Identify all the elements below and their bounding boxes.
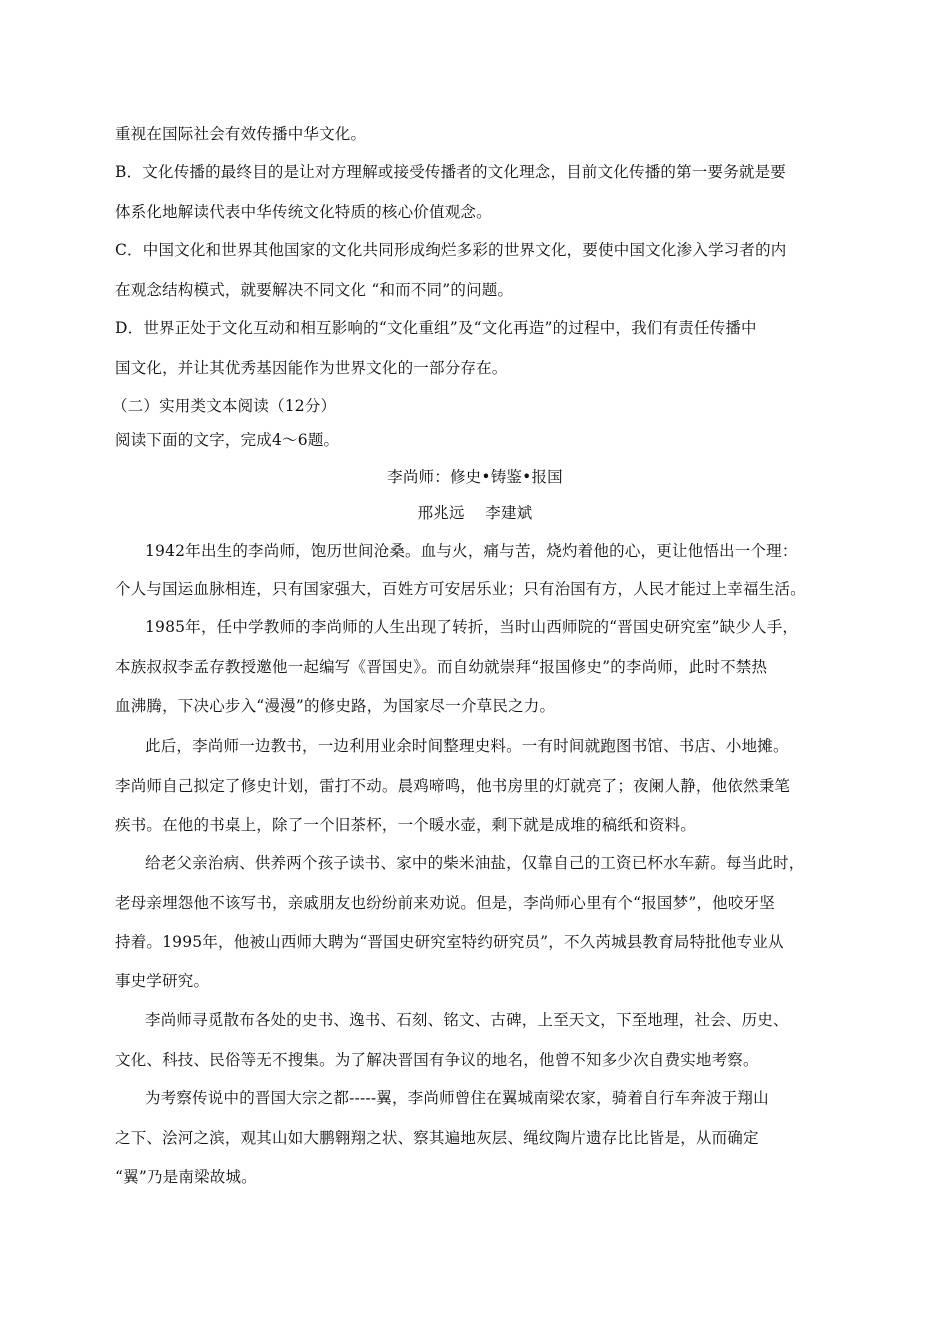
paragraph-line: 给老父亲治病、供养两个孩子读书、家中的柴米油盐，仅靠自己的工资已杯水车薪。每当此时， — [145, 854, 805, 872]
option-d-line-2: 国文化，并让其优秀基因能作为世界文化的一部分存在。 — [115, 359, 508, 377]
option-a-continuation: 重视在国际社会有效传播中华文化。 — [115, 125, 367, 143]
paragraph-line: 文化、科技、民俗等无不搜集。为了解决晋国有争议的地名，他曾不知多少次自费实地考察。 — [115, 1051, 759, 1069]
paragraph-line: 老母亲埋怨他不该写书，亲戚朋友也纷纷前来劝说。但是，李尚师心里有个“报国梦”，他咬牙坚 — [115, 894, 775, 912]
paragraph-line: 为考察传说中的晋国大宗之都-----翼，李尚师曾住在翼城南梁农家，骑着自行车奔波于翔山 — [145, 1089, 769, 1107]
paragraph-line: 之下、浍河之滨，观其山如大鹏翱翔之状、察其遍地灰层、绳纹陶片遗存比比皆是，从而确定 — [115, 1129, 759, 1147]
section-heading: （二）实用类文本阅读（12分） — [112, 397, 337, 415]
paragraph-line: 事史学研究。 — [115, 972, 210, 990]
paragraph-line: 1985年，任中学教师的李尚师的人生出现了转折，当时山西师院的“晋国史研究室”缺少人手， — [145, 618, 799, 636]
paragraph-line: 1942年出生的李尚师，饱历世间沧桑。血与火，痛与苦，烧灼着他的心，更让他悟出一个理： — [145, 542, 798, 560]
option-b-line-1: B．文化传播的最终目的是让对方理解或接受传播者的文化理念，目前文化传播的第一要务就是要 — [115, 163, 786, 181]
option-b-line-2: 体系化地解读代表中华传统文化特质的核心价值观念。 — [115, 203, 492, 221]
paragraph-line: 疾书。在他的书桌上，除了一个旧茶杯，一个暖水壶，剩下就是成堆的稿纸和资料。 — [115, 816, 696, 834]
paragraph-line: 此后，李尚师一边教书，一边利用业余时间整理史料。一有时间就跑图书馆、书店、小地摊。 — [145, 737, 789, 755]
option-d-line-1: D．世界正处于文化互动和相互影响的“文化重组”及“文化再造”的过程中，我们有责任传播中 — [115, 319, 757, 337]
paragraph-line: 血沸腾，下决心步入“漫漫”的修史路，为国家尽一介草民之力。 — [115, 697, 556, 715]
paragraph-line: “翼”乃是南梁故城。 — [115, 1168, 257, 1186]
article-title: 李尚师：修史•铸鉴•报国 — [387, 468, 563, 486]
article-authors: 邢兆远 李建斌 — [417, 504, 533, 522]
option-c-line-1: C．中国文化和世界其他国家的文化共同形成绚烂多彩的世界文化，要使中国文化渗入学习者的内 — [115, 241, 787, 259]
paragraph-line: 李尚师寻觅散布各处的史书、逸书、石刻、铭文、古碑，上至天文，下至地理，社会、历史、 — [145, 1011, 789, 1029]
paragraph-line: 李尚师自己拟定了修史计划，雷打不动。晨鸡啼鸣，他书房里的灯就亮了；夜阑人静，他依然秉笔 — [115, 777, 791, 795]
section-instruction: 阅读下面的文字，完成4～6题。 — [115, 431, 340, 449]
paragraph-line: 持着。1995年，他被山西师大聘为“晋国史研究室特约研究员”，不久芮城县教育局特批他专业从 — [115, 933, 784, 951]
paragraph-line: 本族叔叔李孟存教授邀他一起编写《晋国史》。而自幼就崇拜“报国修史”的李尚师，此时不禁热 — [115, 658, 768, 676]
option-c-line-2: 在观念结构模式，就要解决不同文化 “和而不同”的问题。 — [115, 281, 514, 299]
paragraph-line: 个人与国运血脉相连，只有国家强大，百姓方可安居乐业；只有治国有方，人民才能过上幸福生活。 — [115, 580, 806, 598]
